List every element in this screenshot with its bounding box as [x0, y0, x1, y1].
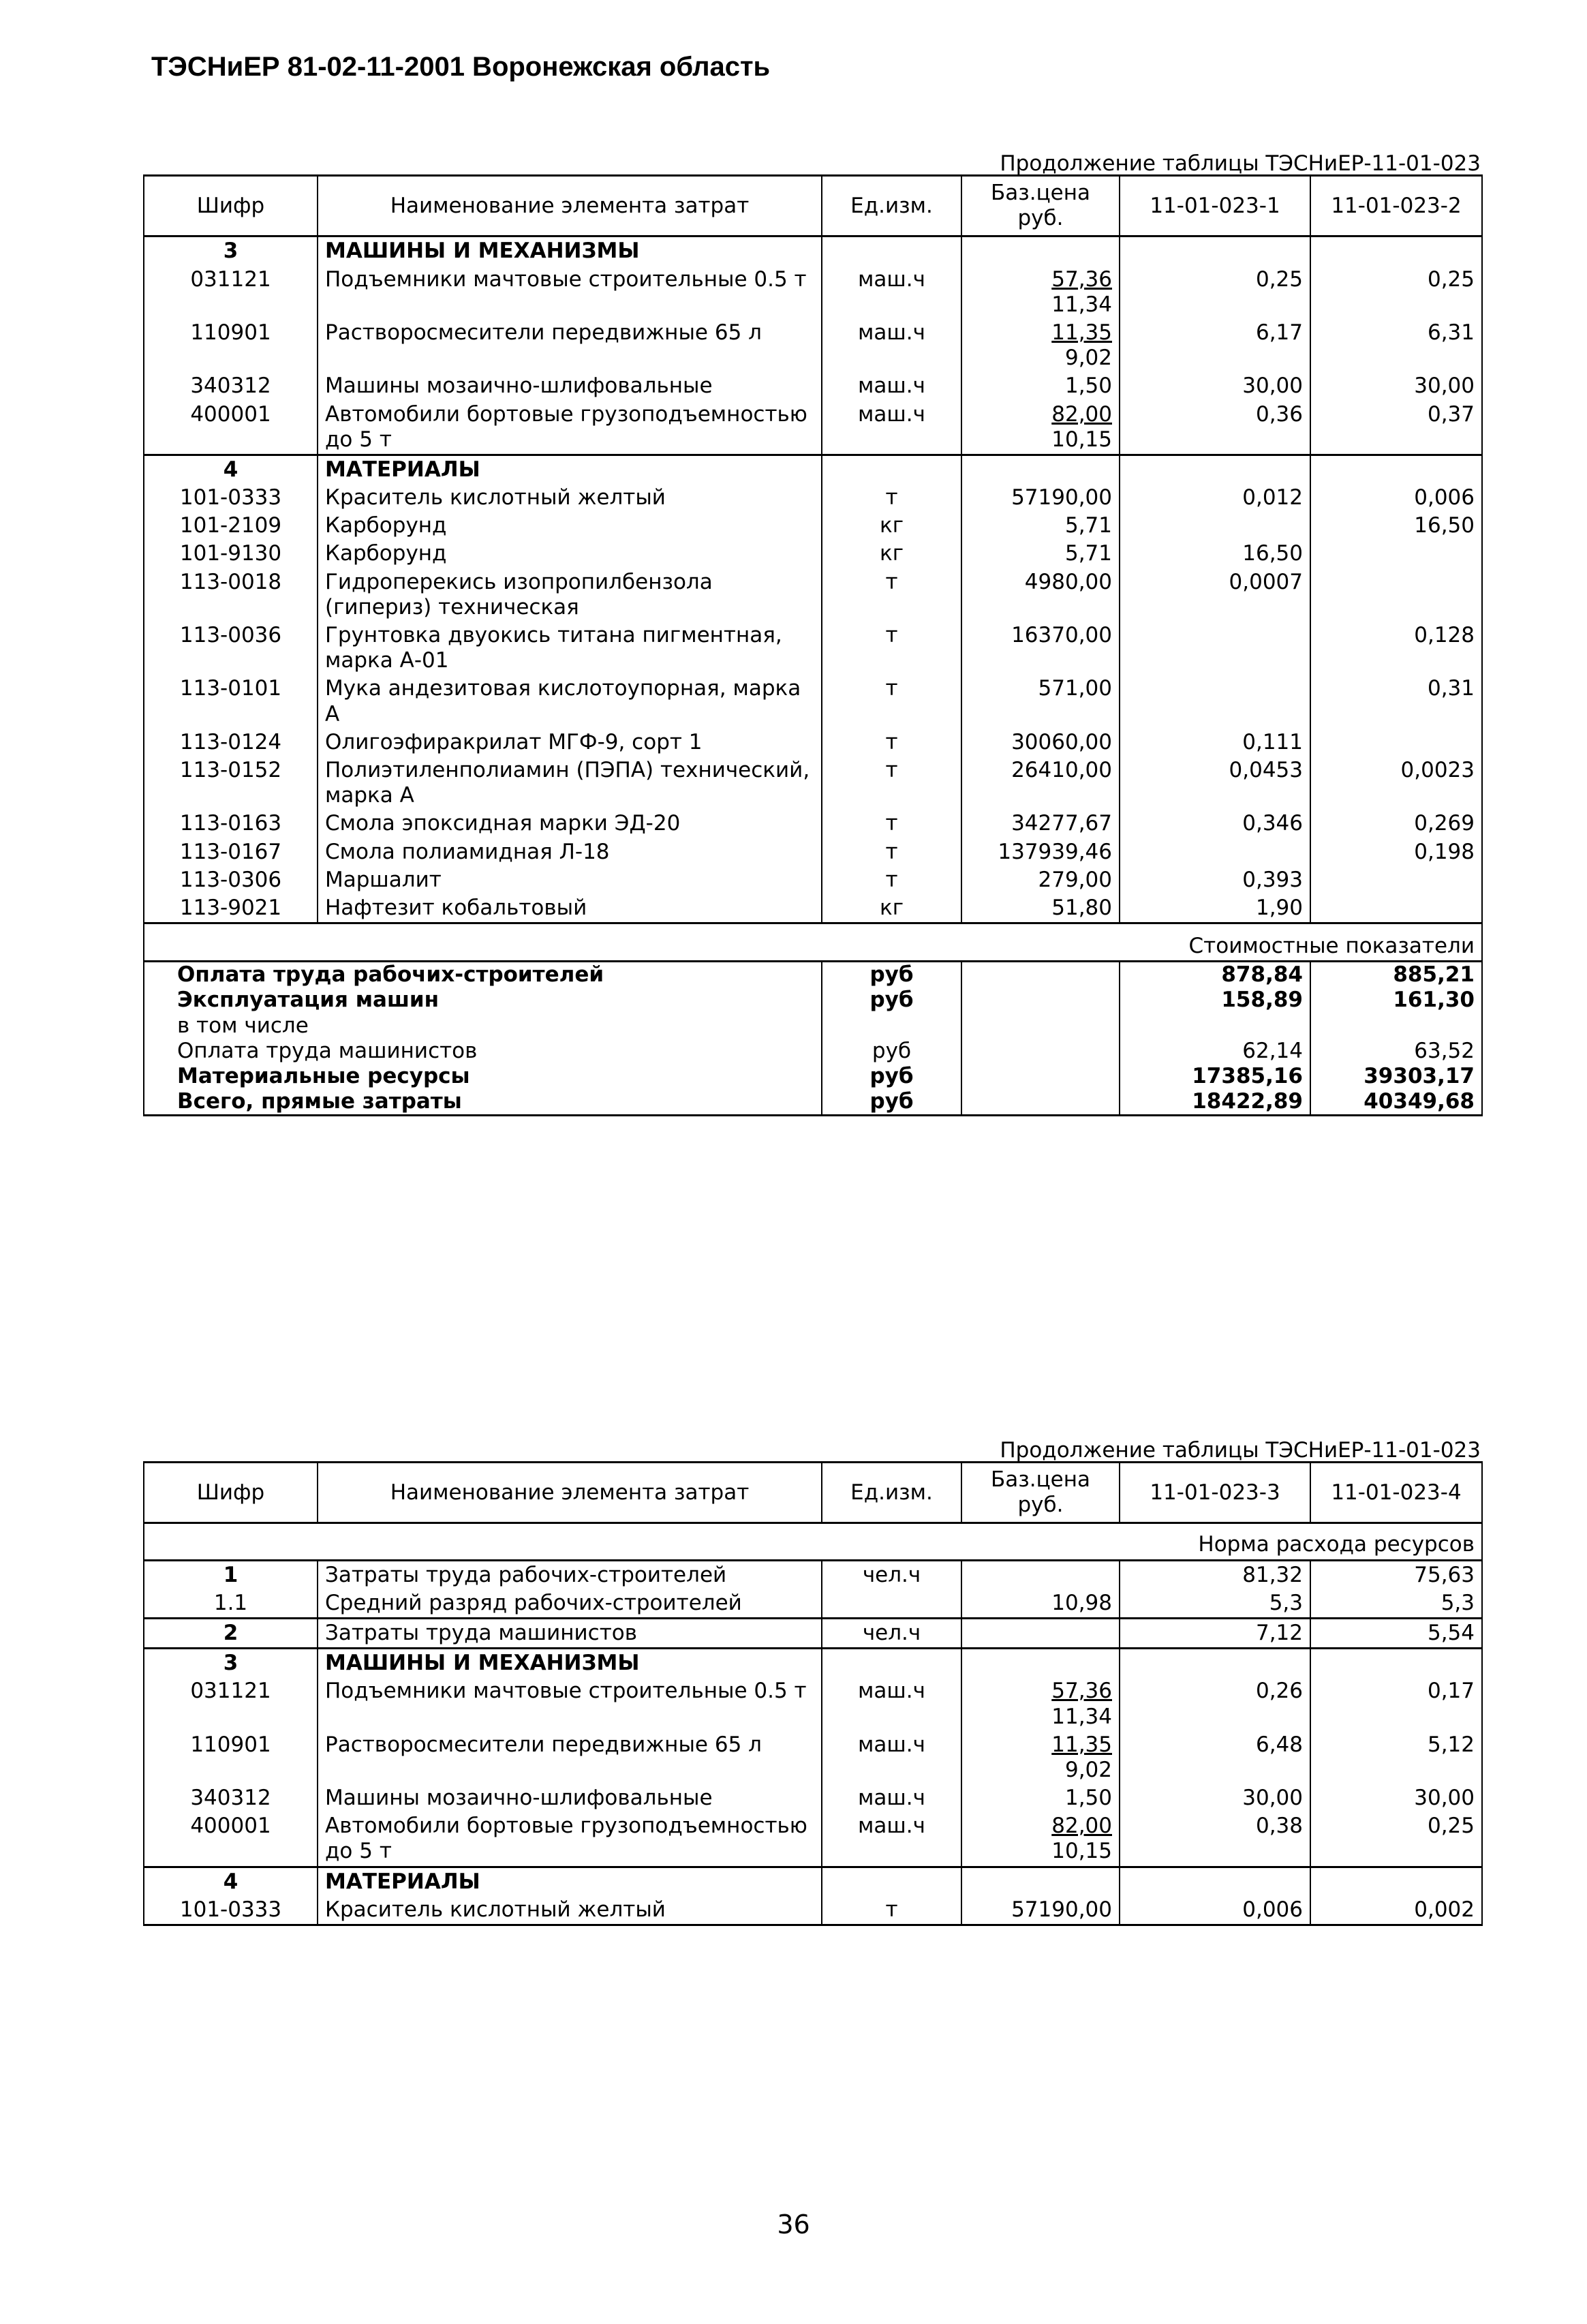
total-row [144, 1089, 1482, 1116]
total-name: Материальные ресурсы [144, 1064, 822, 1089]
row-name: Средний разряд рабочих-строителей [318, 1589, 822, 1619]
row-code: 101-2109 [144, 512, 318, 540]
row-code: 2 [144, 1618, 318, 1648]
row-name: Нафтезит кобальтовый [318, 894, 822, 923]
price-cell [961, 1896, 1120, 1925]
total-row [144, 1013, 1482, 1039]
price-value: 57,36 [1051, 1679, 1112, 1704]
row-name: Олигоэфиракрилат МГФ-9, сорт 1 [318, 729, 822, 756]
table-1 [143, 174, 1483, 1116]
row-value-1: 0,393 [1120, 866, 1310, 894]
total-unit: руб [822, 1064, 961, 1089]
row-value-1: 16,50 [1120, 540, 1310, 568]
price-cell [961, 838, 1120, 866]
row-unit: т [822, 484, 961, 512]
row-name: Машины мозаично-шлифовальные [318, 372, 822, 400]
price-cell [961, 319, 1120, 372]
row-code: 101-0333 [144, 1896, 318, 1925]
table-2 [143, 1461, 1483, 1926]
row-value-2 [1310, 729, 1482, 756]
row-code: 113-0163 [144, 810, 318, 838]
row-code: 400001 [144, 401, 318, 455]
row-name: Машины мозаично-шлифовальные [318, 1784, 822, 1812]
price-cell [961, 810, 1120, 838]
total-value-2: 63,52 [1310, 1039, 1482, 1064]
cost-caption-row [144, 923, 1482, 962]
table2-header [144, 1463, 1482, 1523]
row-value-1: 0,36 [1120, 401, 1310, 455]
row-code: 400001 [144, 1812, 318, 1867]
total-name: Эксплуатация машин [144, 988, 822, 1013]
price-cell [961, 540, 1120, 568]
row-value-2: 0,25 [1310, 1812, 1482, 1867]
total-unit: руб [822, 988, 961, 1013]
price-labor-value: 10,15 [1051, 427, 1112, 452]
header-price: Баз.цена руб. [961, 1463, 1120, 1523]
empty-cell [961, 962, 1120, 988]
price-value: 57,36 [1051, 266, 1112, 292]
row-value-2: 5,12 [1310, 1731, 1482, 1784]
price-cell [961, 1812, 1120, 1867]
row-value-2: 30,00 [1310, 372, 1482, 400]
row-name: Растворосмесители передвижные 65 л [318, 1731, 822, 1784]
price-value: 57190,00 [1011, 485, 1112, 510]
row-value-2: 5,3 [1310, 1589, 1482, 1619]
row-unit: т [822, 622, 961, 675]
total-name: в том числе [144, 1013, 822, 1039]
price-value: 11,35 [1051, 1732, 1112, 1757]
row-unit: т [822, 568, 961, 622]
row-value-2: 0,198 [1310, 838, 1482, 866]
table-row [144, 866, 1482, 894]
section-code: 3 [144, 1649, 318, 1678]
table-row [144, 540, 1482, 568]
section-name: МАТЕРИАЛЫ [318, 1867, 822, 1896]
price-value: 11,35 [1051, 320, 1112, 345]
total-value-1: 62,14 [1120, 1039, 1310, 1064]
table1-continuation: Продолжение таблицы ТЭСНиЕР-11-01-023 [1000, 151, 1481, 176]
empty-cell [822, 1649, 961, 1678]
row-value-1: 30,00 [1120, 372, 1310, 400]
empty-cell [961, 1089, 1120, 1116]
section-code: 4 [144, 1867, 318, 1896]
row-unit: т [822, 729, 961, 756]
total-row [144, 988, 1482, 1013]
row-value-2 [1310, 540, 1482, 568]
section-row [144, 1867, 1482, 1896]
row-value-2 [1310, 568, 1482, 622]
row-code: 113-0018 [144, 568, 318, 622]
row-value-2: 0,0023 [1310, 756, 1482, 810]
row-unit: чел.ч [822, 1560, 961, 1589]
price-value: 30060,00 [1011, 729, 1112, 754]
total-value-2 [1310, 1013, 1482, 1039]
row-unit: маш.ч [822, 1784, 961, 1812]
row-unit: кг [822, 894, 961, 923]
row-value-2: 0,006 [1310, 484, 1482, 512]
row-code: 113-0152 [144, 756, 318, 810]
table-row [144, 729, 1482, 756]
total-value-1: 18422,89 [1120, 1089, 1310, 1116]
empty-cell [961, 1039, 1120, 1064]
row-code: 113-0101 [144, 675, 318, 728]
price-value: 5,71 [1064, 541, 1112, 566]
total-name: Всего, прямые затраты [144, 1089, 822, 1116]
price-cell [961, 484, 1120, 512]
row-unit: т [822, 866, 961, 894]
row-unit: кг [822, 512, 961, 540]
table-row [144, 622, 1482, 675]
row-name: Затраты труда рабочих-строителей [318, 1560, 822, 1589]
price-value: 1,50 [1064, 373, 1112, 399]
price-cell [961, 675, 1120, 728]
row-name: Полиэтиленполиамин (ПЭПА) технический, марка А [318, 756, 822, 810]
norm-caption: Норма расхода ресурсов [144, 1523, 1482, 1560]
total-value-2: 161,30 [1310, 988, 1482, 1013]
page-number: 36 [777, 2210, 810, 2239]
price-labor-value: 10,15 [1051, 1839, 1112, 1864]
row-value-2: 0,269 [1310, 810, 1482, 838]
empty-cell [822, 1867, 961, 1896]
header-col1: 11-01-023-3 [1120, 1463, 1310, 1523]
row-value-2: 6,31 [1310, 319, 1482, 372]
row-unit: т [822, 838, 961, 866]
row-value-2: 0,128 [1310, 622, 1482, 675]
row-name: Карборунд [318, 512, 822, 540]
total-row [144, 1064, 1482, 1089]
header-name: Наименование элемента затрат [318, 176, 822, 236]
price-labor-value: 9,02 [1064, 1757, 1112, 1782]
total-name: Оплата труда рабочих-строителей [144, 962, 822, 988]
price-value: 82,00 [1051, 1814, 1112, 1839]
row-code: 031121 [144, 1677, 318, 1730]
total-row [144, 962, 1482, 988]
table-row [144, 401, 1482, 455]
row-value-1 [1120, 838, 1310, 866]
price-value: 57190,00 [1011, 1897, 1112, 1922]
row-name: Маршалит [318, 866, 822, 894]
price-cell [961, 1731, 1120, 1784]
row-price: 10,98 [961, 1589, 1120, 1619]
row-value-1 [1120, 675, 1310, 728]
total-value-2: 885,21 [1310, 962, 1482, 988]
total-row [144, 1039, 1482, 1064]
price-value: 26410,00 [1011, 757, 1112, 782]
table-row [144, 675, 1482, 728]
row-value-1: 6,48 [1120, 1731, 1310, 1784]
empty-cell [961, 236, 1120, 266]
price-cell [961, 266, 1120, 319]
header-unit: Ед.изм. [822, 176, 961, 236]
row-price [961, 1560, 1120, 1589]
empty-cell [1120, 236, 1310, 266]
cost-caption: Стоимостные показатели [144, 923, 1482, 962]
row-unit: маш.ч [822, 319, 961, 372]
row-value-1: 81,32 [1120, 1560, 1310, 1589]
row-code: 101-9130 [144, 540, 318, 568]
empty-cell [1120, 455, 1310, 484]
total-value-1: 158,89 [1120, 988, 1310, 1013]
header-col2: 11-01-023-4 [1310, 1463, 1482, 1523]
total-unit: руб [822, 962, 961, 988]
row-value-1: 0,38 [1120, 1812, 1310, 1867]
table1-header [144, 176, 1482, 236]
total-unit: руб [822, 1089, 961, 1116]
table-row [144, 894, 1482, 923]
labor-row [144, 1618, 1482, 1648]
row-name: Автомобили бортовые грузоподъемностью до 5 т [318, 401, 822, 455]
table-row [144, 1896, 1482, 1925]
price-value: 51,80 [1051, 895, 1112, 920]
row-value-1: 1,90 [1120, 894, 1310, 923]
row-name: Растворосмесители передвижные 65 л [318, 319, 822, 372]
row-code: 113-0124 [144, 729, 318, 756]
empty-cell [1310, 455, 1482, 484]
header-name: Наименование элемента затрат [318, 1463, 822, 1523]
empty-cell [822, 236, 961, 266]
row-unit: т [822, 1896, 961, 1925]
price-value: 1,50 [1064, 1786, 1112, 1811]
section-code: 3 [144, 236, 318, 266]
empty-cell [1310, 1649, 1482, 1678]
header-col1: 11-01-023-1 [1120, 176, 1310, 236]
table-row [144, 512, 1482, 540]
row-value-1: 0,346 [1120, 810, 1310, 838]
empty-cell [961, 988, 1120, 1013]
price-cell [961, 401, 1120, 455]
row-value-2: 0,25 [1310, 266, 1482, 319]
empty-cell [822, 455, 961, 484]
table2-continuation: Продолжение таблицы ТЭСНиЕР-11-01-023 [1000, 1438, 1481, 1463]
row-name: Мука андезитовая кислотоупорная, марка А [318, 675, 822, 728]
section-row [144, 455, 1482, 484]
row-value-1: 6,17 [1120, 319, 1310, 372]
row-value-2: 30,00 [1310, 1784, 1482, 1812]
labor-row [144, 1560, 1482, 1589]
row-value-2 [1310, 894, 1482, 923]
row-code: 1.1 [144, 1589, 318, 1619]
total-value-2: 39303,17 [1310, 1064, 1482, 1089]
row-name: Грунтовка двуокись титана пигментная, марка А-01 [318, 622, 822, 675]
table-row [144, 1812, 1482, 1867]
price-cell [961, 866, 1120, 894]
row-value-1 [1120, 512, 1310, 540]
row-code: 113-0306 [144, 866, 318, 894]
header-price: Баз.цена руб. [961, 176, 1120, 236]
row-name: Подъемники мачтовые строительные 0.5 т [318, 1677, 822, 1730]
table-row [144, 266, 1482, 319]
row-name: Смола полиамидная Л-18 [318, 838, 822, 866]
table-row [144, 1784, 1482, 1812]
section-name: МАШИНЫ И МЕХАНИЗМЫ [318, 1649, 822, 1678]
row-value-1 [1120, 622, 1310, 675]
labor-row [144, 1589, 1482, 1619]
section-row [144, 236, 1482, 266]
row-unit: маш.ч [822, 1731, 961, 1784]
row-code: 110901 [144, 319, 318, 372]
row-value-1: 5,3 [1120, 1589, 1310, 1619]
price-labor-value: 11,34 [1051, 292, 1112, 317]
price-cell [961, 568, 1120, 622]
row-unit: т [822, 756, 961, 810]
row-name: Смола эпоксидная марки ЭД-20 [318, 810, 822, 838]
section-name: МАТЕРИАЛЫ [318, 455, 822, 484]
section-name: МАШИНЫ И МЕХАНИЗМЫ [318, 236, 822, 266]
row-value-1: 0,012 [1120, 484, 1310, 512]
row-name: Гидроперекись изопропилбензола (гипериз) техническая [318, 568, 822, 622]
empty-cell [961, 1649, 1120, 1678]
price-cell [961, 729, 1120, 756]
row-code: 340312 [144, 372, 318, 400]
table-row [144, 372, 1482, 400]
table-row [144, 484, 1482, 512]
row-value-2: 0,002 [1310, 1896, 1482, 1925]
price-value: 571,00 [1038, 676, 1112, 701]
row-value-1: 30,00 [1120, 1784, 1310, 1812]
row-unit: т [822, 810, 961, 838]
row-value-1: 0,111 [1120, 729, 1310, 756]
row-name: Краситель кислотный желтый [318, 1896, 822, 1925]
row-name: Затраты труда машинистов [318, 1618, 822, 1648]
empty-cell [961, 455, 1120, 484]
total-unit: руб [822, 1039, 961, 1064]
price-cell [961, 622, 1120, 675]
header-code: Шифр [144, 176, 318, 236]
price-cell [961, 512, 1120, 540]
row-value-2: 5,54 [1310, 1618, 1482, 1648]
total-value-1: 17385,16 [1120, 1064, 1310, 1089]
price-value: 34277,67 [1011, 811, 1112, 836]
row-name: Краситель кислотный желтый [318, 484, 822, 512]
price-cell [961, 1784, 1120, 1812]
total-unit [822, 1013, 961, 1039]
row-value-2: 0,37 [1310, 401, 1482, 455]
row-unit: маш.ч [822, 401, 961, 455]
empty-cell [1120, 1649, 1310, 1678]
price-labor-value: 11,34 [1051, 1704, 1112, 1729]
row-name: Подъемники мачтовые строительные 0.5 т [318, 266, 822, 319]
empty-cell [961, 1013, 1120, 1039]
table-row [144, 810, 1482, 838]
total-value-2: 40349,68 [1310, 1089, 1482, 1116]
row-code: 113-0167 [144, 838, 318, 866]
row-value-1: 0,26 [1120, 1677, 1310, 1730]
row-value-1: 0,0453 [1120, 756, 1310, 810]
document-title: ТЭСНиЕР 81-02-11-2001 Воронежская область [151, 52, 771, 82]
row-code: 113-0036 [144, 622, 318, 675]
section-row [144, 1649, 1482, 1678]
row-code: 1 [144, 1560, 318, 1589]
total-name: Оплата труда машинистов [144, 1039, 822, 1064]
row-code: 031121 [144, 266, 318, 319]
empty-cell [1310, 1867, 1482, 1896]
row-code: 101-0333 [144, 484, 318, 512]
empty-cell [961, 1867, 1120, 1896]
row-unit: маш.ч [822, 1812, 961, 1867]
row-value-1: 0,006 [1120, 1896, 1310, 1925]
row-value-2: 75,63 [1310, 1560, 1482, 1589]
row-unit: чел.ч [822, 1618, 961, 1648]
table-row [144, 319, 1482, 372]
price-cell [961, 756, 1120, 810]
price-cell [961, 1677, 1120, 1730]
table-row [144, 1731, 1482, 1784]
price-labor-value: 9,02 [1064, 346, 1112, 371]
row-code: 113-9021 [144, 894, 318, 923]
total-value-1 [1120, 1013, 1310, 1039]
row-name: Карборунд [318, 540, 822, 568]
price-value: 16370,00 [1011, 623, 1112, 647]
table-row [144, 756, 1482, 810]
row-value-2 [1310, 866, 1482, 894]
empty-cell [961, 1064, 1120, 1089]
norm-caption-row [144, 1523, 1482, 1560]
row-price [961, 1618, 1120, 1648]
row-value-1: 0,25 [1120, 266, 1310, 319]
empty-cell [1120, 1867, 1310, 1896]
row-value-2: 16,50 [1310, 512, 1482, 540]
total-value-1: 878,84 [1120, 962, 1310, 988]
row-value-1: 0,0007 [1120, 568, 1310, 622]
header-col2: 11-01-023-2 [1310, 176, 1482, 236]
row-unit: маш.ч [822, 372, 961, 400]
row-unit: кг [822, 540, 961, 568]
row-unit: маш.ч [822, 266, 961, 319]
row-unit [822, 1589, 961, 1619]
row-code: 340312 [144, 1784, 318, 1812]
price-value: 279,00 [1038, 867, 1112, 892]
price-value: 82,00 [1051, 401, 1112, 427]
row-value-1: 7,12 [1120, 1618, 1310, 1648]
table-row [144, 838, 1482, 866]
header-code: Шифр [144, 1463, 318, 1523]
header-unit: Ед.изм. [822, 1463, 961, 1523]
row-code: 110901 [144, 1731, 318, 1784]
price-cell [961, 372, 1120, 400]
row-value-2: 0,17 [1310, 1677, 1482, 1730]
price-value: 4980,00 [1024, 569, 1112, 594]
section-code: 4 [144, 455, 318, 484]
row-value-2: 0,31 [1310, 675, 1482, 728]
price-cell [961, 894, 1120, 923]
row-unit: т [822, 675, 961, 728]
empty-cell [1310, 236, 1482, 266]
row-unit: маш.ч [822, 1677, 961, 1730]
row-name: Автомобили бортовые грузоподъемностью до 5 т [318, 1812, 822, 1867]
table-row [144, 568, 1482, 622]
price-value: 5,71 [1064, 513, 1112, 538]
table-row [144, 1677, 1482, 1730]
price-value: 137939,46 [998, 839, 1112, 864]
